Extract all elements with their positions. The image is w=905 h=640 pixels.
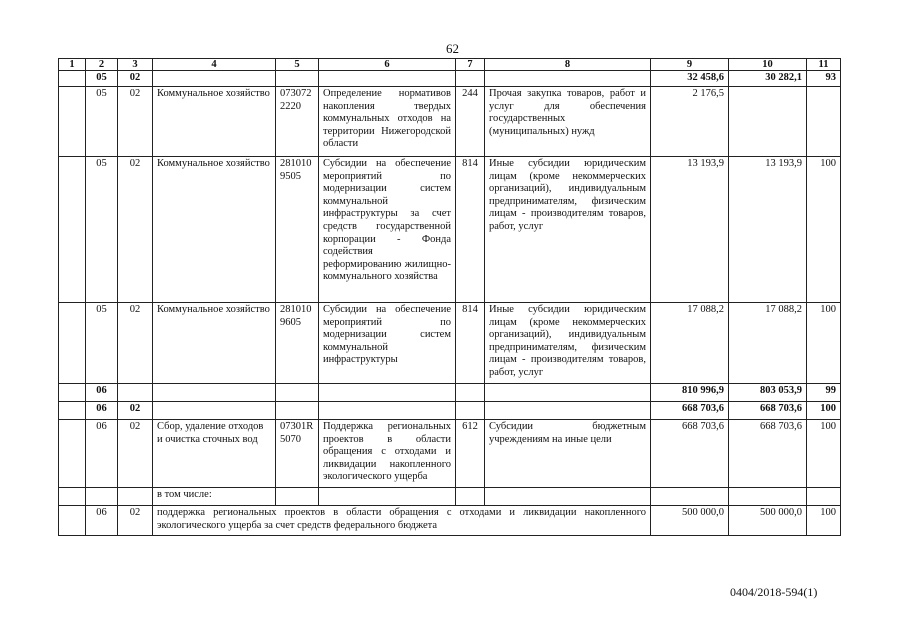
- column-header: 9: [651, 59, 729, 71]
- column-header: 7: [456, 59, 485, 71]
- section-code: 05: [86, 157, 118, 303]
- page-number: 62: [446, 41, 459, 56]
- section-code: 06: [86, 402, 118, 420]
- header-row: [59, 59, 841, 71]
- expense-type-name: Иные субсидии юридическим лицам (кроме некоммерческих организаций), индивидуальным предпринимателям, физическим лицам - производителям товаров, работ, услуг: [485, 303, 651, 384]
- expense-type-name: Иные субсидии юридическим лицам (кроме некоммерческих организаций), индивидуальным предпринимателям, физическим лицам - производителям товаров, работ, услуг: [485, 157, 651, 303]
- expense-type: 244: [456, 87, 485, 157]
- subsection-code: 02: [118, 420, 153, 488]
- article-name: Субсидии на обеспечение мероприятий по модернизации систем коммунальной инфраструктуры: [319, 303, 456, 384]
- column-header: 5: [276, 59, 319, 71]
- subsection-code: 02: [118, 402, 153, 420]
- planned-amount: 13 193,9: [651, 157, 729, 303]
- table-row: [59, 384, 841, 402]
- note-text: в том числе:: [153, 488, 276, 506]
- table-row: [59, 488, 841, 506]
- actual-amount: 803 053,9: [729, 384, 807, 402]
- article-name: Определение нормативов накопления твердых коммунальных отходов на территории Нижегородской области: [319, 87, 456, 157]
- actual-amount: 500 000,0: [729, 506, 807, 536]
- table-row: [59, 303, 841, 384]
- table-row: [59, 402, 841, 420]
- percent: 99: [807, 384, 841, 402]
- target-article: 281010 9505: [276, 157, 319, 303]
- document-code: 0404/2018-594(1): [730, 585, 818, 599]
- column-header: 6: [319, 59, 456, 71]
- column-header: 11: [807, 59, 841, 71]
- planned-amount: 32 458,6: [651, 71, 729, 87]
- section-name: Сбор, удаление отходов и очистка сточных вод: [153, 420, 276, 488]
- percent: 100: [807, 303, 841, 384]
- column-header: 1: [59, 59, 86, 71]
- percent: [807, 87, 841, 157]
- percent: 100: [807, 157, 841, 303]
- expense-type-name: Субсидии бюджетным учреждениям на иные цели: [485, 420, 651, 488]
- section-code: 05: [86, 303, 118, 384]
- column-header: 10: [729, 59, 807, 71]
- actual-amount: 13 193,9: [729, 157, 807, 303]
- article-name: Субсидии на обеспечение мероприятий по модернизации систем коммунальной инфраструктуры за счет средств государственной корпорации - Фонда содействия реформированию жилищно-коммунального хозяйства: [319, 157, 456, 303]
- target-article: 073072 2220: [276, 87, 319, 157]
- section-code: 05: [86, 71, 118, 87]
- section-code: 05: [86, 87, 118, 157]
- expense-type-name: Прочая закупка товаров, работ и услуг для обеспечения государственных (муниципальных) нужд: [485, 87, 651, 157]
- section-name: Коммунальное хозяйство: [153, 87, 276, 157]
- column-header: 8: [485, 59, 651, 71]
- actual-amount: 668 703,6: [729, 420, 807, 488]
- merged-description: поддержка региональных проектов в области обращения с отходами и ликвидации накопленного экологического ущерба за счет средств федерального бюджета: [153, 506, 651, 536]
- subsection-code: [118, 384, 153, 402]
- subsection-code: 02: [118, 157, 153, 303]
- subsection-code: 02: [118, 71, 153, 87]
- budget-table: [58, 58, 841, 536]
- subsection-code: 02: [118, 506, 153, 536]
- table-row: [59, 420, 841, 488]
- section-code: 06: [86, 384, 118, 402]
- planned-amount: 2 176,5: [651, 87, 729, 157]
- table-row: [59, 506, 841, 536]
- expense-type: 814: [456, 157, 485, 303]
- target-article: 07301R 5070: [276, 420, 319, 488]
- section-code: 06: [86, 420, 118, 488]
- planned-amount: 810 996,9: [651, 384, 729, 402]
- planned-amount: 668 703,6: [651, 402, 729, 420]
- percent: 93: [807, 71, 841, 87]
- expense-type: 814: [456, 303, 485, 384]
- percent: 100: [807, 506, 841, 536]
- actual-amount: 17 088,2: [729, 303, 807, 384]
- planned-amount: 668 703,6: [651, 420, 729, 488]
- target-article: 281010 9605: [276, 303, 319, 384]
- expense-type: 612: [456, 420, 485, 488]
- article-name: Поддержка региональных проектов в области обращения с отходами и ликвидации накопленного экологического ущерба: [319, 420, 456, 488]
- column-header: 3: [118, 59, 153, 71]
- subsection-code: 02: [118, 87, 153, 157]
- table-row: [59, 87, 841, 157]
- actual-amount: 668 703,6: [729, 402, 807, 420]
- percent: 100: [807, 402, 841, 420]
- table-row: [59, 157, 841, 303]
- column-header: 2: [86, 59, 118, 71]
- section-name: Коммунальное хозяйство: [153, 157, 276, 303]
- actual-amount: [729, 87, 807, 157]
- table-row: [59, 71, 841, 87]
- section-name: Коммунальное хозяйство: [153, 303, 276, 384]
- column-header: 4: [153, 59, 276, 71]
- planned-amount: 17 088,2: [651, 303, 729, 384]
- planned-amount: 500 000,0: [651, 506, 729, 536]
- subsection-code: 02: [118, 303, 153, 384]
- percent: 100: [807, 420, 841, 488]
- section-code: 06: [86, 506, 118, 536]
- actual-amount: 30 282,1: [729, 71, 807, 87]
